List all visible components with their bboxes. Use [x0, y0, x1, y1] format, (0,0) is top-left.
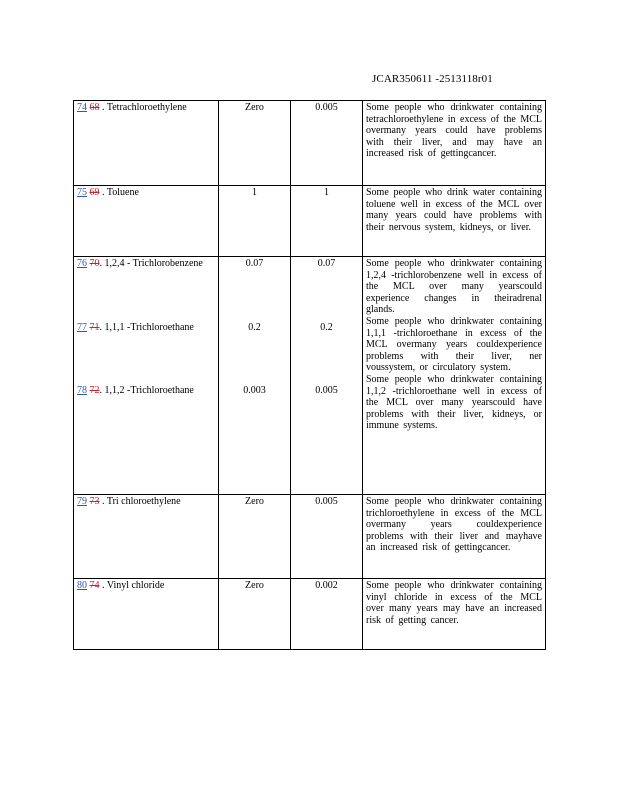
- effects-text: Some people who drinkwater containing 1,2,4 -trichlorobenzene well in excess of the MCL over many yearscould experience changes in theiradrenal glands.: [366, 258, 542, 316]
- health-effects-cell: [363, 257, 546, 495]
- deleted-number: 74: [89, 580, 100, 591]
- mcl-cell: 0.002: [291, 579, 363, 650]
- effects-text: Some people who drinkwater containing 1,1,2 -trichloroethane well in excess of the MCL over many yearscould have problems with their liver, kidneys, or immune systems.: [366, 373, 542, 432]
- entry-77: [77, 322, 215, 334]
- contaminant-cell: [74, 257, 219, 495]
- contaminant-cell: [74, 186, 219, 257]
- mcl-cell: [291, 257, 363, 495]
- table-row: [74, 101, 546, 186]
- contaminant-name: . 1,1,1 -Trichloroethane: [99, 321, 194, 333]
- new-number: 77: [77, 321, 87, 333]
- document-id: JCAR350611 -2513118r01: [372, 73, 493, 85]
- new-number: 80: [77, 580, 87, 591]
- health-effects-cell: Some people who drinkwater containing trichloroethylene in excess of the MCL overmany years couldexperience problems with their liver and mayhave an increased risk of gettingcancer.: [363, 495, 546, 579]
- contaminant-cell: [74, 579, 219, 650]
- mclg-cell: [219, 257, 291, 495]
- new-number: 75: [77, 187, 87, 198]
- contaminant-name: . Tetrachloroethylene: [99, 102, 187, 113]
- contaminant-cell: [74, 495, 219, 579]
- entry-76: [77, 258, 215, 270]
- mcl-cell: 1: [291, 186, 363, 257]
- mcl-value: 0.07: [317, 258, 336, 269]
- health-effects-cell: Some people who drinkwater containing vinyl chloride in excess of the MCL over many years may have an increased risk of getting cancer.: [363, 579, 546, 650]
- contaminant-name: . 1,1,2 -Trichloroethane: [99, 385, 194, 397]
- mcl-value: 0.2: [320, 321, 333, 333]
- contaminant-name: . Vinyl chloride: [99, 580, 165, 591]
- health-effects-cell: Some people who drinkwater containing tetrachloroethylene in excess of the MCL overmany years could have problems with their liver, and may have an increased risk of gettingcancer.: [363, 101, 546, 186]
- new-number: 78: [77, 385, 87, 397]
- deleted-number: 73: [89, 496, 100, 507]
- deleted-number: 69: [89, 187, 100, 198]
- mclg-value: 0.003: [243, 385, 266, 397]
- mclg-value: 0.2: [248, 321, 261, 333]
- entry-78: [77, 385, 215, 397]
- mclg-cell: 1: [219, 186, 291, 257]
- mclg-cell: Zero: [219, 101, 291, 186]
- mcl-cell: 0.005: [291, 101, 363, 186]
- table-row: [74, 257, 546, 495]
- effects-text: Some people who drinkwater containing 1,1,1 -trichloroethane in excess of the MCL overmany years couldexperience problems with their liver, ner voussystem, or circulatory system.: [366, 315, 542, 374]
- deleted-number: 71: [89, 321, 100, 333]
- contaminant-table: [73, 100, 546, 650]
- mclg-cell: Zero: [219, 495, 291, 579]
- contaminant-name: . Toluene: [99, 187, 139, 198]
- new-number: 79: [77, 496, 87, 507]
- table-row: [74, 186, 546, 257]
- contaminant-cell: [74, 101, 219, 186]
- deleted-number: 68: [89, 102, 100, 113]
- table-row: [74, 579, 546, 650]
- contaminant-name: . 1,2,4 - Trichlorobenzene: [99, 258, 203, 269]
- mclg-cell: Zero: [219, 579, 291, 650]
- mcl-cell: 0.005: [291, 495, 363, 579]
- mcl-value: 0.005: [315, 385, 338, 397]
- health-effects-cell: Some people who drink water containing toluene well in excess of the MCL over many years could have problems with their nervous system, kidneys, or liver.: [363, 186, 546, 257]
- deleted-number: 72: [89, 385, 100, 397]
- deleted-number: 70: [89, 258, 100, 269]
- new-number: 76: [77, 258, 87, 269]
- mclg-value: 0.07: [245, 258, 264, 269]
- new-number: 74: [77, 102, 87, 113]
- table-row: [74, 495, 546, 579]
- contaminant-name: . Tri chloroethylene: [99, 496, 181, 507]
